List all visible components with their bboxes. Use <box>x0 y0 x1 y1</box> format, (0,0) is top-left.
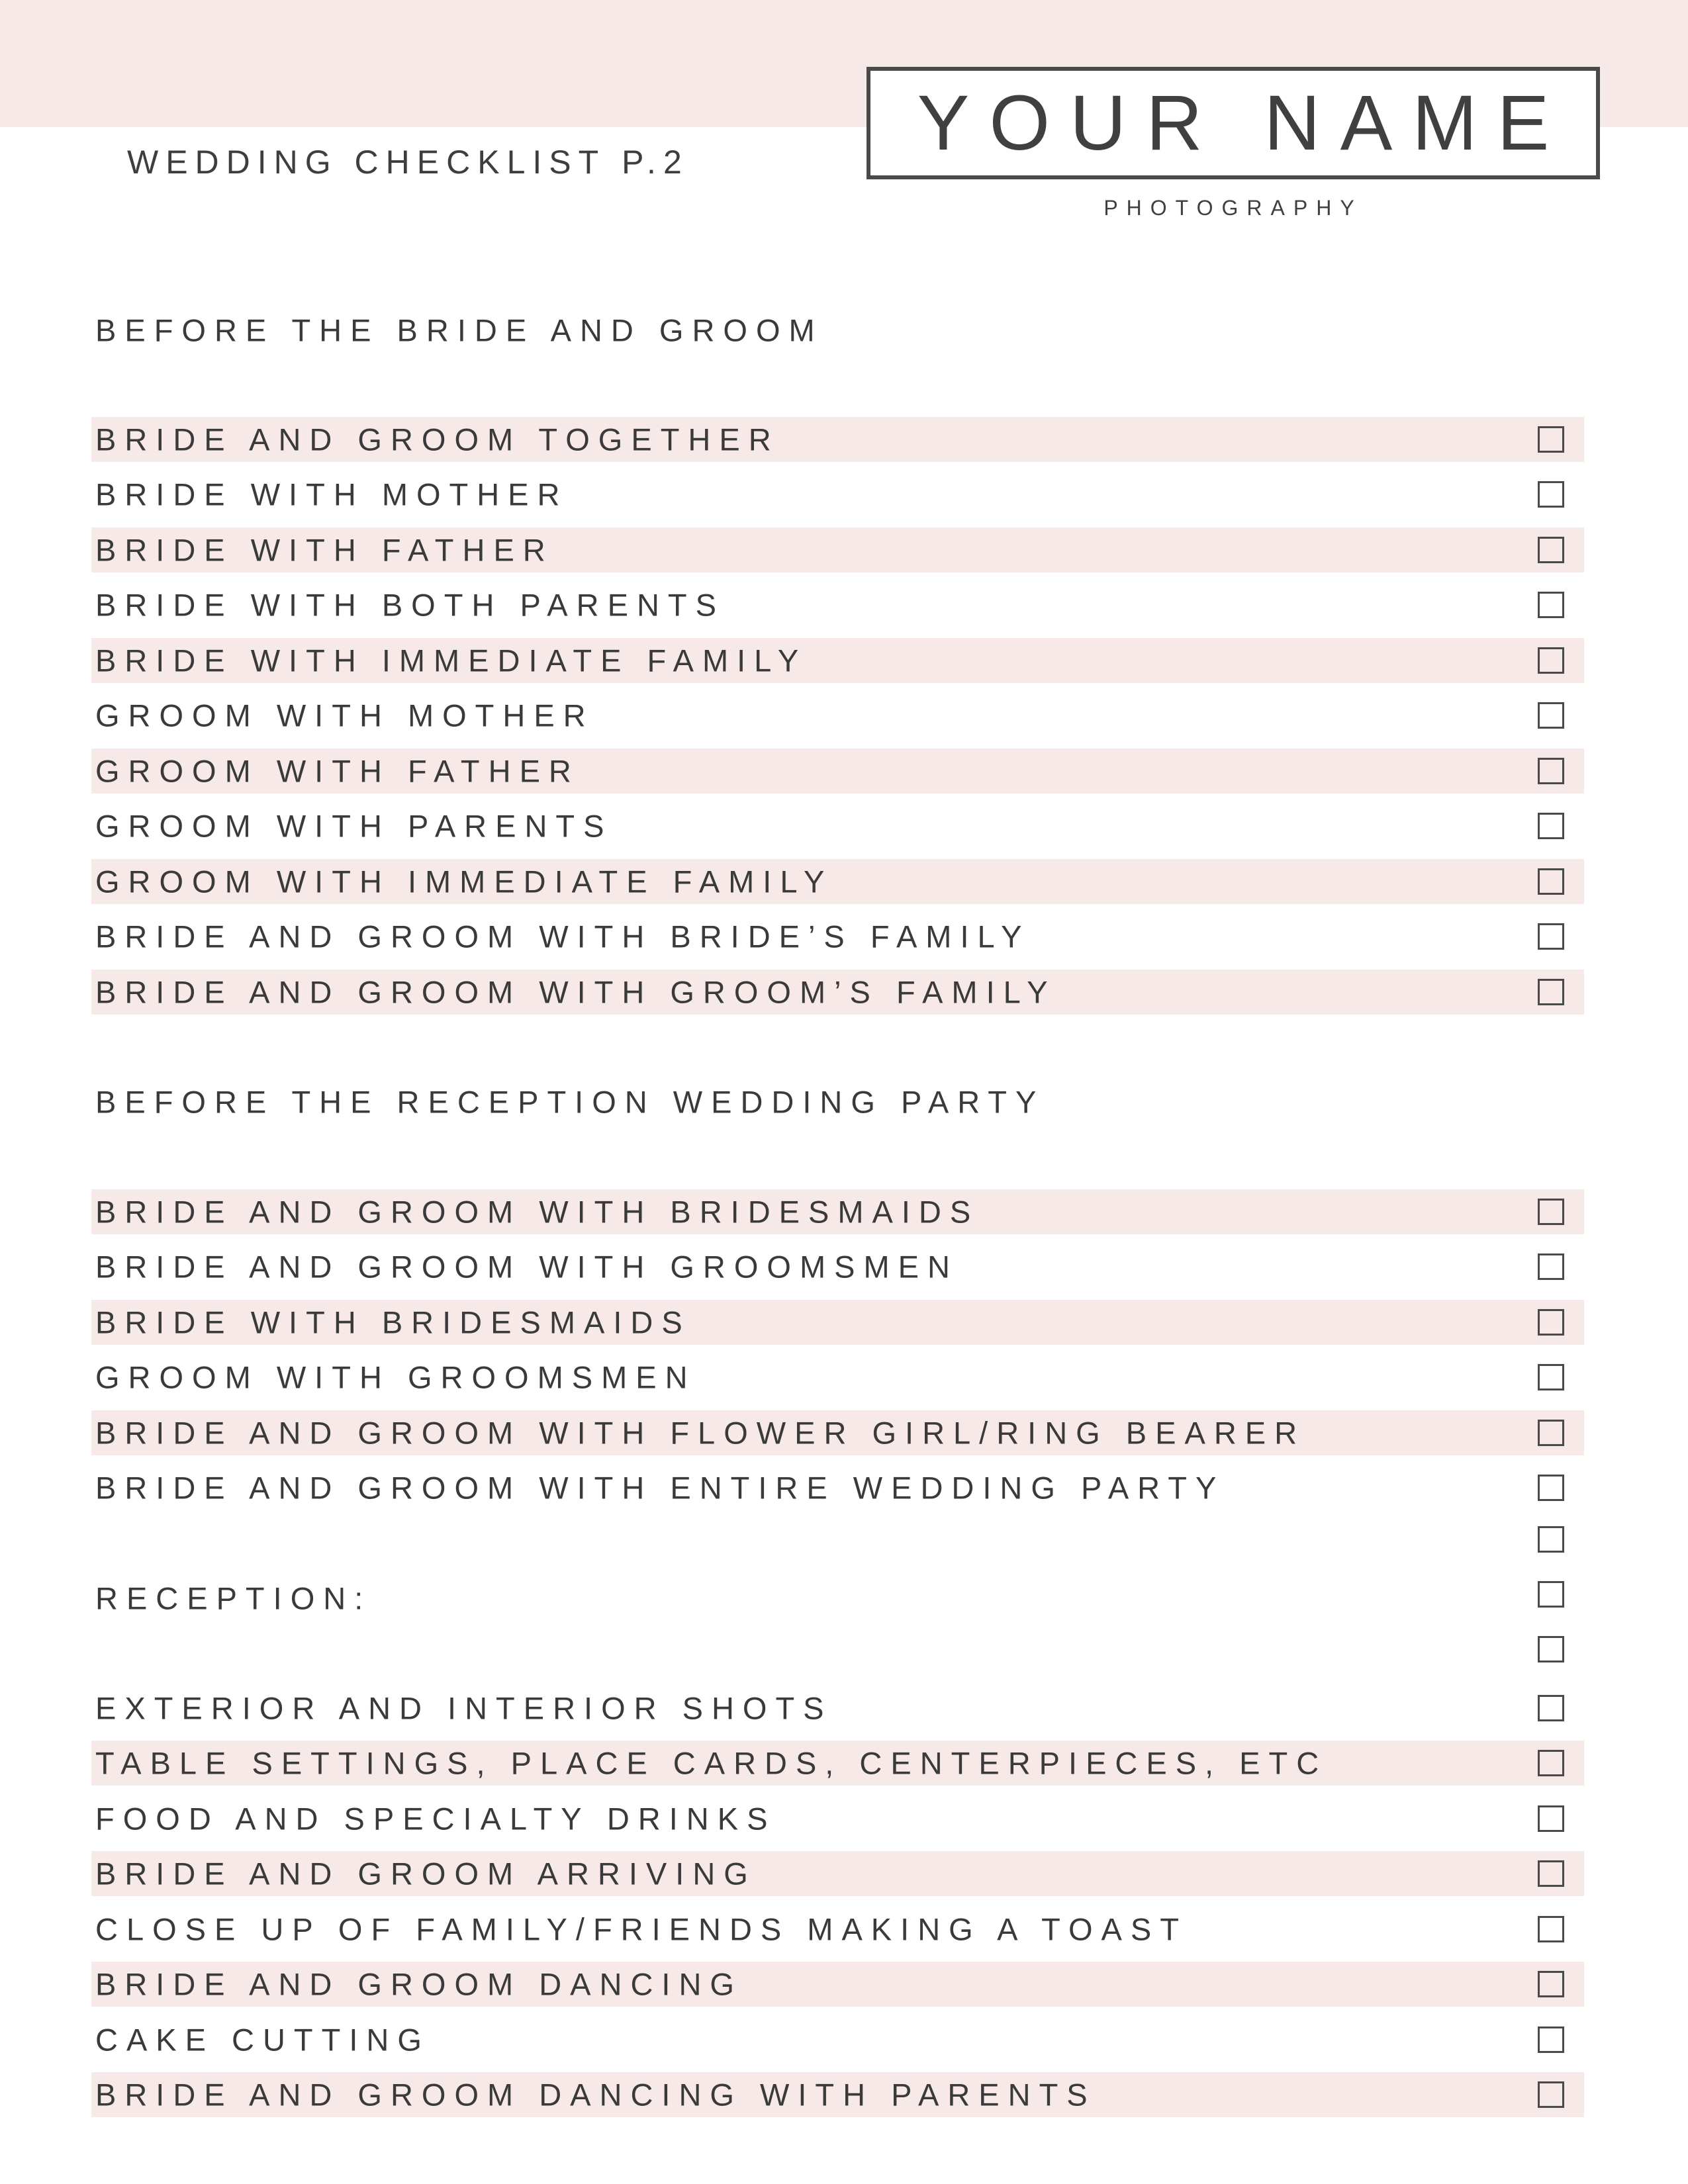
checklist-item-label: BRIDE AND GROOM WITH FLOWER GIRL/RING BEARER <box>95 1415 1306 1451</box>
checklist-item-label: BRIDE AND GROOM ARRIVING <box>95 1856 757 1891</box>
checklist-row <box>91 859 1584 904</box>
checklist-row <box>91 1686 1584 1731</box>
checkbox[interactable] <box>1538 702 1564 729</box>
checklist-row <box>91 1796 1584 1841</box>
checklist-row <box>91 638 1584 683</box>
checkbox[interactable] <box>1538 1695 1564 1721</box>
checklist-row <box>91 749 1584 794</box>
section-heading-label: BEFORE THE BRIDE AND GROOM <box>95 312 823 348</box>
logo-name: YOUR NAME <box>917 79 1570 167</box>
checklist-item-label: TABLE SETTINGS, PLACE CARDS, CENTERPIECES, ETC <box>95 1745 1328 1781</box>
checklist-item-label: BRIDE AND GROOM WITH BRIDESMAIDS <box>95 1194 980 1230</box>
section-heading-label: RECEPTION: <box>95 1580 372 1616</box>
checkbox[interactable] <box>1538 1636 1564 1662</box>
checklist-row <box>91 1300 1584 1345</box>
checklist-item-label: BRIDE AND GROOM DANCING WITH PARENTS <box>95 2077 1096 2113</box>
checkbox[interactable] <box>1538 1750 1564 1776</box>
checklist-item-label: BRIDE WITH FATHER <box>95 532 554 568</box>
checklist-row <box>91 2072 1584 2117</box>
checklist-item-label: BRIDE WITH MOTHER <box>95 477 569 512</box>
checkbox[interactable] <box>1538 1364 1564 1390</box>
checkbox[interactable] <box>1538 481 1564 508</box>
checklist-item-label: BRIDE AND GROOM WITH BRIDE’S FAMILY <box>95 919 1031 954</box>
checklist-item-label: EXTERIOR AND INTERIOR SHOTS <box>95 1690 833 1726</box>
checkbox[interactable] <box>1538 647 1564 674</box>
checkbox[interactable] <box>1538 813 1564 839</box>
section-heading <box>91 308 1584 353</box>
checkbox[interactable] <box>1538 1475 1564 1501</box>
checklist-row <box>91 582 1584 627</box>
checklist-row <box>91 803 1584 848</box>
checklist-item-label: FOOD AND SPECIALTY DRINKS <box>95 1801 776 1837</box>
checklist-item-label: GROOM WITH GROOMSMEN <box>95 1359 696 1395</box>
checkbox[interactable] <box>1538 2026 1564 2053</box>
checklist-item-label: GROOM WITH FATHER <box>95 753 580 789</box>
checklist-item-label: GROOM WITH IMMEDIATE FAMILY <box>95 864 833 899</box>
checklist-item-label: BRIDE AND GROOM DANCING <box>95 1966 743 2002</box>
checkbox[interactable] <box>1538 1916 1564 1942</box>
checkbox[interactable] <box>1538 537 1564 563</box>
checkbox[interactable] <box>1538 1253 1564 1280</box>
section-heading <box>91 1079 1584 1124</box>
checkbox[interactable] <box>1538 1309 1564 1336</box>
checklist-item-label: BRIDE WITH BOTH PARENTS <box>95 587 725 623</box>
checklist-item-label: BRIDE AND GROOM WITH GROOM’S FAMILY <box>95 974 1056 1010</box>
checklist-row <box>91 970 1584 1015</box>
checklist-item-label: BRIDE WITH BRIDESMAIDS <box>95 1304 691 1340</box>
checkbox[interactable] <box>1538 1420 1564 1446</box>
checklist-item-label: BRIDE AND GROOM TOGETHER <box>95 422 780 457</box>
logo-tagline: PHOTOGRAPHY <box>1103 196 1363 220</box>
checkbox[interactable] <box>1538 1199 1564 1225</box>
checkbox[interactable] <box>1538 758 1564 784</box>
checklist-row <box>91 1907 1584 1952</box>
section-heading <box>91 1576 1584 1621</box>
checklist-row <box>91 1851 1584 1896</box>
page-subtitle: WEDDING CHECKLIST P.2 <box>127 144 689 181</box>
section-heading-label: BEFORE THE RECEPTION WEDDING PARTY <box>95 1084 1045 1120</box>
checkbox[interactable] <box>1538 592 1564 618</box>
checklist-row <box>91 1465 1584 1510</box>
checkbox[interactable] <box>1538 1971 1564 1997</box>
checklist-row <box>91 417 1584 462</box>
checkbox[interactable] <box>1538 868 1564 895</box>
logo-box <box>867 67 1600 179</box>
checklist-row <box>91 1355 1584 1400</box>
checklist-item-label: BRIDE WITH IMMEDIATE FAMILY <box>95 643 808 678</box>
checklist-row <box>91 1741 1584 1786</box>
checklist-row <box>91 1962 1584 2007</box>
checkbox[interactable] <box>1538 426 1564 453</box>
checkbox[interactable] <box>1538 1805 1564 1832</box>
checklist-item-label: BRIDE AND GROOM WITH GROOMSMEN <box>95 1249 959 1285</box>
checkbox[interactable] <box>1538 923 1564 950</box>
checklist-row <box>91 527 1584 572</box>
checklist-row <box>91 1189 1584 1234</box>
checklist-row <box>91 1244 1584 1289</box>
checkbox[interactable] <box>1538 1860 1564 1887</box>
checklist-item-label: CLOSE UP OF FAMILY/FRIENDS MAKING A TOAST <box>95 1911 1188 1947</box>
checklist-item-label: GROOM WITH PARENTS <box>95 808 613 844</box>
checklist-item-label: BRIDE AND GROOM WITH ENTIRE WEDDING PARTY <box>95 1470 1225 1506</box>
checklist-row <box>91 1410 1584 1455</box>
checklist-row <box>91 914 1584 959</box>
checklist-row <box>91 472 1584 517</box>
checkbox[interactable] <box>1538 979 1564 1005</box>
checkbox[interactable] <box>1538 1526 1564 1553</box>
checklist-item-label: GROOM WITH MOTHER <box>95 698 594 733</box>
checklist-row <box>91 693 1584 738</box>
checklist-item-label: CAKE CUTTING <box>95 2022 430 2058</box>
checkbox[interactable] <box>1538 2081 1564 2108</box>
checklist-row <box>91 2017 1584 2062</box>
